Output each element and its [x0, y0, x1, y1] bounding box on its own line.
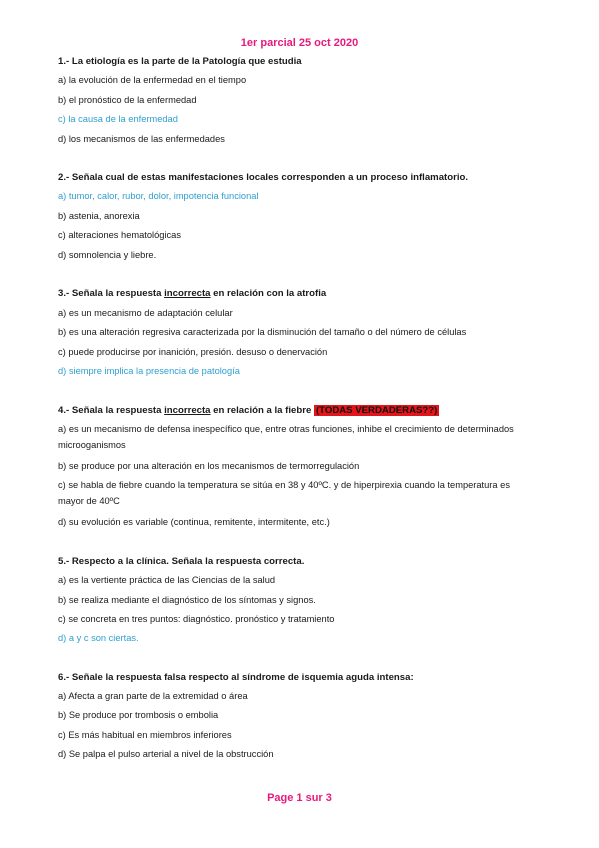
question-5-option-c: c) se concreta en tres puntos: diagnóstico. pronóstico y tratamiento [58, 614, 335, 624]
question-4-option-d: d) su evolución es variable (continua, remitente, intermitente, etc.) [58, 517, 330, 527]
question-6-option-b: b) Se produce por trombosis o embolia [58, 710, 219, 720]
question-4-highlight-note: (TODAS VERDADERAS??) [315, 405, 438, 416]
question-4-suffix: en relación a la fiebre [210, 405, 314, 416]
question-3 [58, 288, 558, 300]
question-4 [58, 405, 558, 417]
question-3-prefix: 3.- Señala la respuesta [58, 288, 165, 299]
question-1-option-c: c) la causa de la enfermedad [58, 114, 178, 124]
question-2-option-c: c) alteraciones hematológicas [58, 230, 181, 240]
question-4-option-b: b) se produce por una alteración en los mecanismos de termorregulación [58, 461, 360, 471]
page-number: Page 1 sur 3 [267, 792, 332, 804]
question-5-option-b: b) se realiza mediante el diagnóstico de los síntomas y signos. [58, 595, 316, 605]
question-2: 2.- Señala cual de estas manifestaciones locales corresponden a un proceso inflamatorio. [58, 172, 469, 183]
question-2-option-a: a) tumor, calor, rubor, dolor, impotencia funcional [58, 191, 259, 201]
question-4-prefix: 4.- Señala la respuesta [58, 405, 165, 416]
question-2-option-d: d) somnolencia y liebre. [58, 250, 157, 260]
question-1-option-d: d) los mecanismos de las enfermedades [58, 134, 225, 144]
question-4-option-a: a) es un mecanismo de defensa inespecífico que, entre otras funciones, inhibe el crecimiento de determinados microoganismos [58, 424, 514, 450]
question-5-option-d: d) a y c son ciertas. [58, 633, 139, 643]
question-1: 1.- La etiología es la parte de la Patología que estudia [58, 56, 302, 67]
question-3-underlined: incorrecta [164, 288, 211, 299]
question-6: 6.- Señale la respuesta falsa respecto al síndrome de isquemia aguda intensa: [58, 672, 414, 683]
question-4-option-c: c) se habla de fiebre cuando la temperatura se sitúa en 38 y 40ºC. y de hiperpirexia cuando la temperatura es mayor de 40ºC [58, 480, 510, 506]
question-6-option-a: a) Afecta a gran parte de la extremidad o área [58, 691, 248, 701]
question-2-option-b: b) astenia, anorexia [58, 211, 140, 221]
question-5: 5.- Respecto a la clínica. Señala la respuesta correcta. [58, 556, 305, 567]
question-3-option-d: d) siempre implica la presencia de patología [58, 366, 240, 376]
question-6-option-c: c) Es más habitual en miembros inferiores [58, 730, 232, 740]
question-6-option-d: d) Se palpa el pulso arterial a nivel de la obstrucción [58, 749, 274, 759]
question-3-option-a: a) es un mecanismo de adaptación celular [58, 308, 233, 318]
question-1-option-a: a) la evolución de la enfermedad en el tiempo [58, 75, 247, 85]
question-3-option-b: b) es una alteración regresiva caracterizada por la disminución del tamaño o del número de células [58, 327, 467, 337]
question-3-suffix: en relación con la atrofia [210, 288, 327, 299]
question-1-option-b: b) el pronóstico de la enfermedad [58, 95, 197, 105]
question-5-option-a: a) es la vertiente práctica de las Ciencias de la salud [58, 575, 276, 585]
question-3-option-c: c) puede producirse por inanición, presión. desuso o denervación [58, 347, 328, 357]
question-4-underlined: incorrecta [164, 405, 211, 416]
page-title: 1er parcial 25 oct 2020 [240, 37, 359, 49]
